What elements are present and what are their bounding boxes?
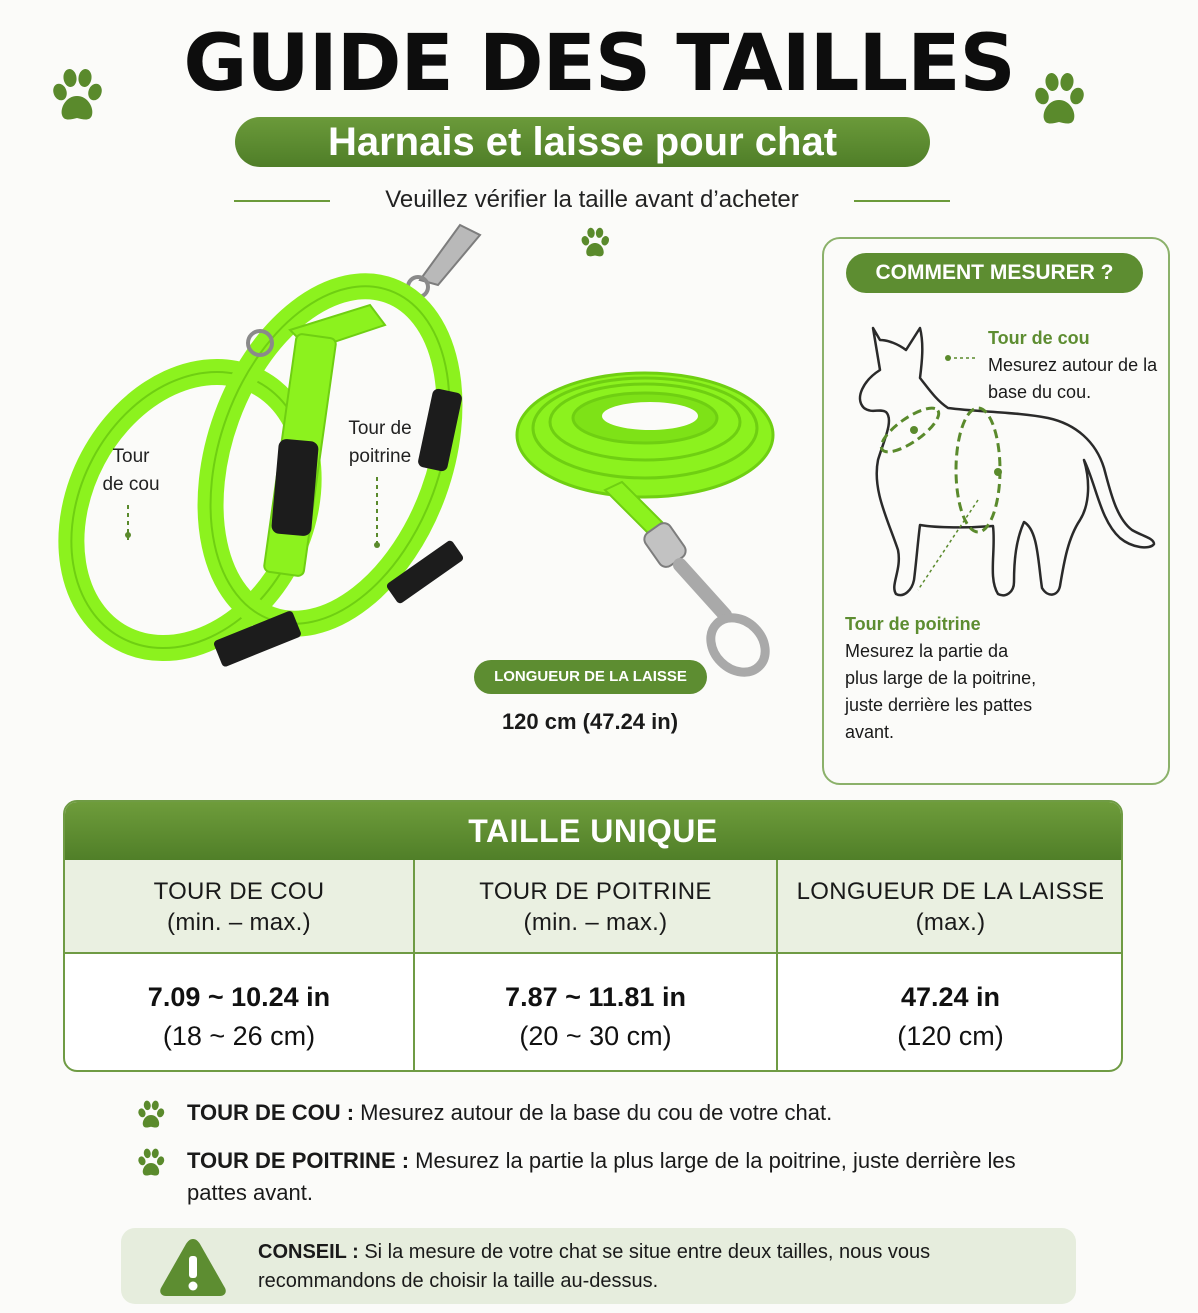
harness-chest-label: Tour de poitrine [348,418,412,467]
table-cell-leash: 47.24 in (120 cm) [897,982,1004,1051]
note-neck: TOUR DE COU : Mesurez autour de la base du cou de votre chat. [135,1097,1095,1129]
how-to-measure-title: COMMENT MESURER ? [846,253,1143,293]
col-header-neck: TOUR DE COU (min. – max.) [65,860,413,953]
col-header-leash: LONGUEUR DE LA LAISSE (max.) [778,860,1123,953]
measure-chest-text: Mesurez la partie da plus large de la poitrine, juste derrière les pattes avant. [845,641,1037,742]
subtitle-banner: Harnais et laisse pour chat [235,117,930,167]
paw-icon [135,1147,167,1179]
paw-icon [578,226,612,260]
note-chest: TOUR DE POITRINE : Mesurez la partie la plus large de la poitrine, juste derrière les pattes avant. [135,1145,1035,1209]
measure-neck-text: Mesurez autour de la base du cou. [988,355,1158,402]
leash-image [500,350,800,680]
divider-line [234,200,330,202]
table-title: TAILLE UNIQUE [65,802,1121,860]
leash-length-value: 120 cm (47.24 in) [501,709,679,734]
warning-icon [158,1236,228,1298]
table-cell-neck: 7.09 ~ 10.24 in (18 ~ 26 cm) [147,982,331,1051]
size-table [63,800,1123,1072]
measure-chest-title: Tour de poitrine [845,614,981,634]
check-note: Veuillez vérifier la taille avant d’acheter [385,186,799,213]
harness-neck-label: Tour de cou [102,446,160,495]
table-cell-chest: 7.87 ~ 11.81 in (20 ~ 30 cm) [505,982,686,1051]
col-header-chest: TOUR DE POITRINE (min. – max.) [415,860,776,953]
divider-line [854,200,950,202]
paw-icon [1030,70,1088,130]
paw-icon [135,1099,167,1131]
measure-neck-title: Tour de cou [988,328,1090,348]
tip-text: CONSEIL : Si la mesure de votre chat se situe entre deux tailles, nous vous recommandons de choisir la taille au-dessus. [258,1241,931,1292]
leash-length-badge: LONGUEUR DE LA LAISSE [474,660,707,694]
paw-icon [48,66,106,126]
page-title: GUIDE DES TAILLES [183,19,1015,109]
